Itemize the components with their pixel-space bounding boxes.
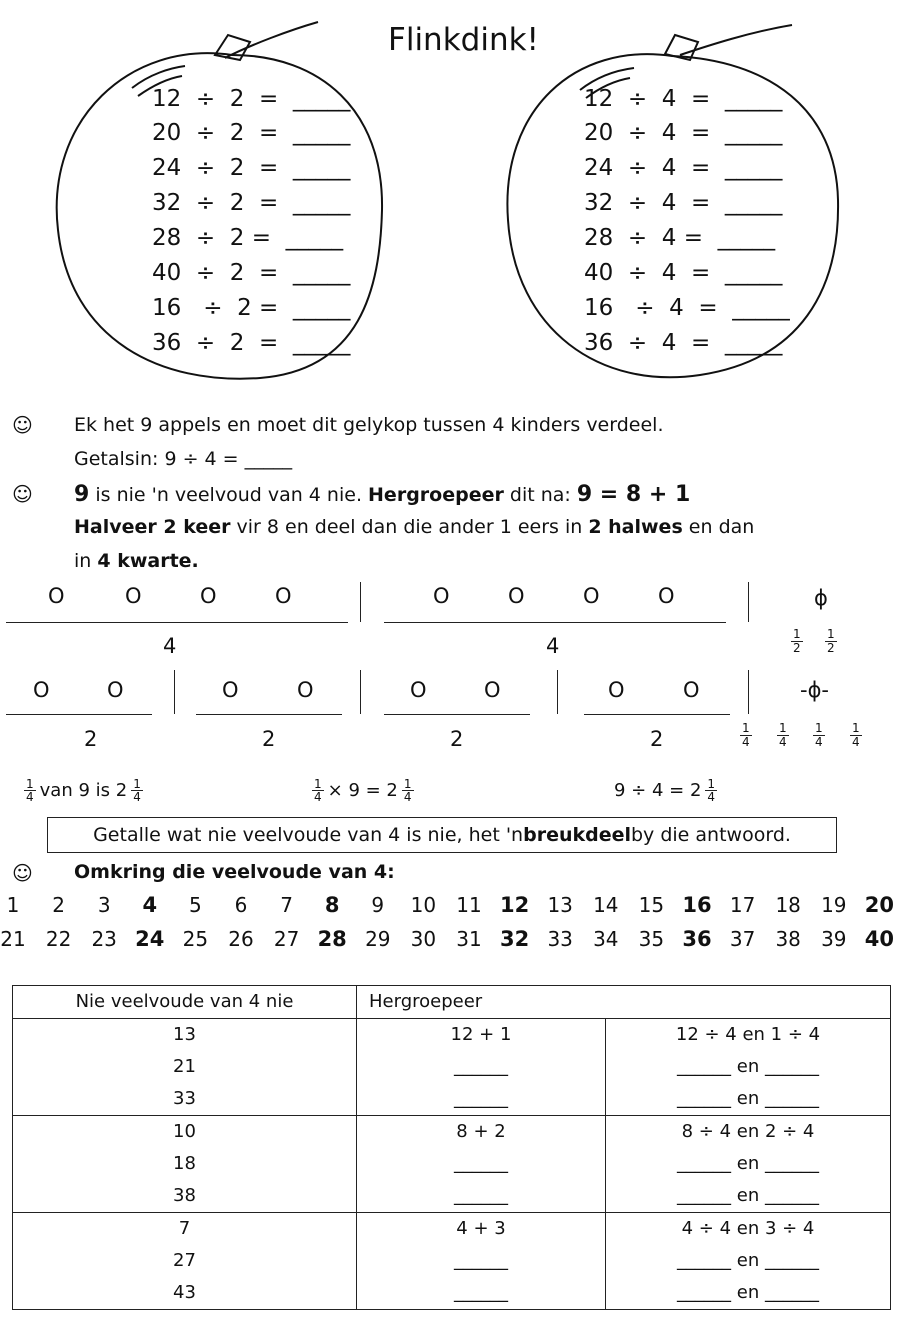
table-row: 7 27 43 4 + 3 ______ ______ 4 ÷ 4 en 3 ÷ 4 ______ en ______ ______ en ______ [13, 1213, 891, 1310]
group-divider [748, 670, 749, 714]
number[interactable]: 35 [638, 927, 665, 951]
right-equation[interactable]: 28 ÷ 4 = _____ [584, 225, 776, 251]
problem-number-sentence[interactable]: Getalsin: 9 ÷ 4 = _____ [74, 448, 293, 470]
number[interactable]: 13 [547, 893, 573, 917]
number[interactable]: 34 [593, 927, 619, 951]
left-equation[interactable]: 28 ÷ 2 = _____ [152, 225, 344, 251]
left-equation[interactable]: 40 ÷ 2 = _____ [152, 260, 351, 286]
number[interactable]: 39 [821, 927, 847, 951]
group-divider [174, 670, 175, 714]
fraction-result-1: 1 4 van 9 is 2 1 4 [26, 777, 141, 804]
multiple-of-four-number[interactable]: 16 [682, 893, 712, 917]
group-label: 2 [262, 727, 276, 751]
group-line [384, 622, 726, 623]
group-divider [360, 582, 361, 622]
apple-circle: O [125, 584, 142, 608]
left-equation[interactable]: 12 ÷ 2 = _____ [152, 86, 351, 112]
multiple-of-four-number[interactable]: 12 [499, 893, 530, 917]
right-equation[interactable]: 12 ÷ 4 = _____ [584, 86, 783, 112]
answer-blank[interactable]: ______ en ______ [677, 1088, 819, 1109]
group-divider [748, 582, 749, 622]
regroup-table [12, 985, 891, 1310]
answer-blank[interactable]: ______ [454, 1088, 508, 1109]
smiley-icon: ☺ [12, 413, 33, 437]
number[interactable]: 27 [273, 927, 300, 951]
right-equation[interactable]: 20 ÷ 4 = _____ [584, 120, 783, 146]
table-row: 10 18 38 8 + 2 ______ ______ 8 ÷ 4 en 2 ÷ 4 ______ en ______ ______ en ______ [13, 1116, 891, 1213]
multiple-of-four-number[interactable]: 20 [864, 893, 894, 917]
table-header-regroup: Hergroepeer [357, 986, 891, 1019]
multiple-of-four-number[interactable]: 40 [864, 927, 894, 951]
number[interactable]: 2 [52, 893, 65, 917]
answer-blank[interactable]: ______ [454, 1250, 508, 1271]
number[interactable]: 38 [775, 927, 801, 951]
apple-circle: O [33, 678, 50, 702]
quarter-fraction: $\frac{1}{4}$ [742, 721, 750, 749]
right-equation[interactable]: 24 ÷ 4 = _____ [584, 155, 783, 181]
table-row: 13 21 33 12 + 1 ______ ______ 12 ÷ 4 en 1 ÷ 4 ______ en ______ ______ en ______ [13, 1019, 891, 1116]
right-equation[interactable]: 40 ÷ 4 = _____ [584, 260, 783, 286]
page-title: Flinkdink! [388, 22, 539, 58]
circle-task-instruction: Omkring die veelvoude van 4: [74, 861, 395, 883]
apple-circle: O [200, 584, 217, 608]
left-equation[interactable]: 20 ÷ 2 = _____ [152, 120, 351, 146]
regroup-line-1: 9 is nie 'n veelvoud van 4 nie. Hergroepeer dit na: 9 = 8 + 1 [74, 482, 691, 507]
number[interactable]: 10 [410, 893, 437, 917]
group-line [584, 714, 730, 715]
apple-circle: O [658, 584, 675, 608]
group-line [196, 714, 342, 715]
apple-circle: O [608, 678, 625, 702]
left-equation[interactable]: 24 ÷ 2 = _____ [152, 155, 351, 181]
apple-circle: O [275, 584, 292, 608]
group-line [6, 714, 152, 715]
number[interactable]: 25 [182, 927, 209, 951]
quarter-fraction: $\frac{1}{4}$ [852, 721, 860, 749]
number[interactable]: 18 [775, 893, 801, 917]
group-label: 4 [163, 634, 177, 658]
number[interactable]: 31 [456, 927, 482, 951]
answer-blank[interactable]: ______ en ______ [677, 1282, 819, 1303]
right-equation[interactable]: 36 ÷ 4 = _____ [584, 330, 783, 356]
number[interactable]: 30 [410, 927, 437, 951]
number[interactable]: 19 [821, 893, 847, 917]
apple-circle: O [410, 678, 427, 702]
group-label: 2 [450, 727, 464, 751]
group-divider [557, 670, 558, 714]
group-label: 2 [84, 727, 98, 751]
table-header-numbers: Nie veelvoude van 4 nie [13, 986, 357, 1019]
apple-circle: O [484, 678, 501, 702]
apple-circle: O [583, 584, 600, 608]
quarter-fraction: $\frac{1}{4}$ [815, 721, 823, 749]
right-equation[interactable]: 32 ÷ 4 = _____ [584, 190, 783, 216]
number[interactable]: 5 [189, 893, 202, 917]
answer-blank[interactable]: ______ [454, 1282, 508, 1303]
half-fraction: $\frac{1}{2}$ [793, 627, 801, 655]
split-apple-half: ϕ [814, 586, 828, 610]
multiple-of-four-number[interactable]: 36 [682, 927, 712, 951]
apple-circle: O [297, 678, 314, 702]
group-line [6, 622, 348, 623]
apple-circle: O [433, 584, 450, 608]
multiple-of-four-number[interactable]: 24 [135, 927, 165, 951]
number[interactable]: 21 [0, 927, 26, 951]
group-divider [360, 670, 361, 714]
regroup-line-2: Halveer 2 keer vir 8 en deel dan die ander 1 eers in 2 halwes en dan [74, 516, 755, 538]
apple-circle: O [48, 584, 65, 608]
multiple-of-four-number[interactable]: 32 [499, 927, 530, 951]
apple-circle: O [107, 678, 124, 702]
group-label: 2 [650, 727, 664, 751]
number[interactable]: 11 [456, 893, 482, 917]
number[interactable]: 7 [280, 893, 293, 917]
number[interactable]: 3 [97, 893, 111, 917]
number[interactable]: 9 [371, 893, 385, 917]
number[interactable]: 23 [91, 927, 117, 951]
number[interactable]: 17 [729, 893, 756, 917]
number[interactable]: 33 [547, 927, 573, 951]
fraction-result-3: 9 ÷ 4 = 2 1 4 [614, 777, 716, 804]
left-equation[interactable]: 36 ÷ 2 = _____ [152, 330, 351, 356]
number[interactable]: 6 [234, 893, 248, 917]
smiley-icon: ☺ [12, 861, 33, 885]
left-equation[interactable]: 16 ÷ 2 = _____ [152, 295, 351, 321]
group-line [384, 714, 530, 715]
apple-circle: O [222, 678, 239, 702]
number[interactable]: 1 [6, 893, 20, 917]
number[interactable]: 14 [593, 893, 619, 917]
rule-box: Getalle wat nie veelvoude van 4 is nie, het 'n breukdeel by die antwoord. [47, 817, 837, 853]
number[interactable]: 22 [45, 927, 72, 951]
right-apple-stem [680, 25, 792, 55]
group-label: 4 [546, 634, 560, 658]
problem-line-1: Ek het 9 appels en moet dit gelykop tussen 4 kinders verdeel. [74, 414, 664, 436]
answer-blank[interactable]: ______ en ______ [677, 1185, 819, 1206]
answer-blank[interactable]: ______ [454, 1185, 508, 1206]
multiple-of-four-number[interactable]: 28 [317, 927, 347, 951]
number[interactable]: 29 [365, 927, 391, 951]
quartered-apple: -ϕ- [800, 678, 830, 702]
right-equation[interactable]: 16 ÷ 4 = _____ [584, 295, 790, 321]
quarter-fraction: $\frac{1}{4}$ [779, 721, 787, 749]
smiley-icon: ☺ [12, 482, 33, 506]
left-apple-stem [225, 22, 318, 58]
answer-blank[interactable]: ______ [454, 1056, 508, 1077]
number[interactable]: 26 [228, 927, 254, 951]
multiple-of-four-number[interactable]: 8 [324, 893, 340, 917]
answer-blank[interactable]: ______ en ______ [677, 1153, 819, 1174]
answer-blank[interactable]: ______ en ______ [677, 1056, 819, 1077]
multiple-of-four-number[interactable]: 4 [142, 893, 158, 917]
half-fraction: $\frac{1}{2}$ [827, 627, 835, 655]
left-equation[interactable]: 32 ÷ 2 = _____ [152, 190, 351, 216]
number[interactable]: 37 [729, 927, 756, 951]
answer-blank[interactable]: ______ en ______ [677, 1250, 819, 1271]
answer-blank[interactable]: ______ [454, 1153, 508, 1174]
fraction-result-2: $\frac{1}{4}$ × 9 = 2 1 4 [314, 777, 412, 804]
apple-circle: O [508, 584, 525, 608]
regroup-line-3: in 4 kwarte. [74, 550, 199, 572]
apple-circle: O [683, 678, 700, 702]
number[interactable]: 15 [638, 893, 665, 917]
